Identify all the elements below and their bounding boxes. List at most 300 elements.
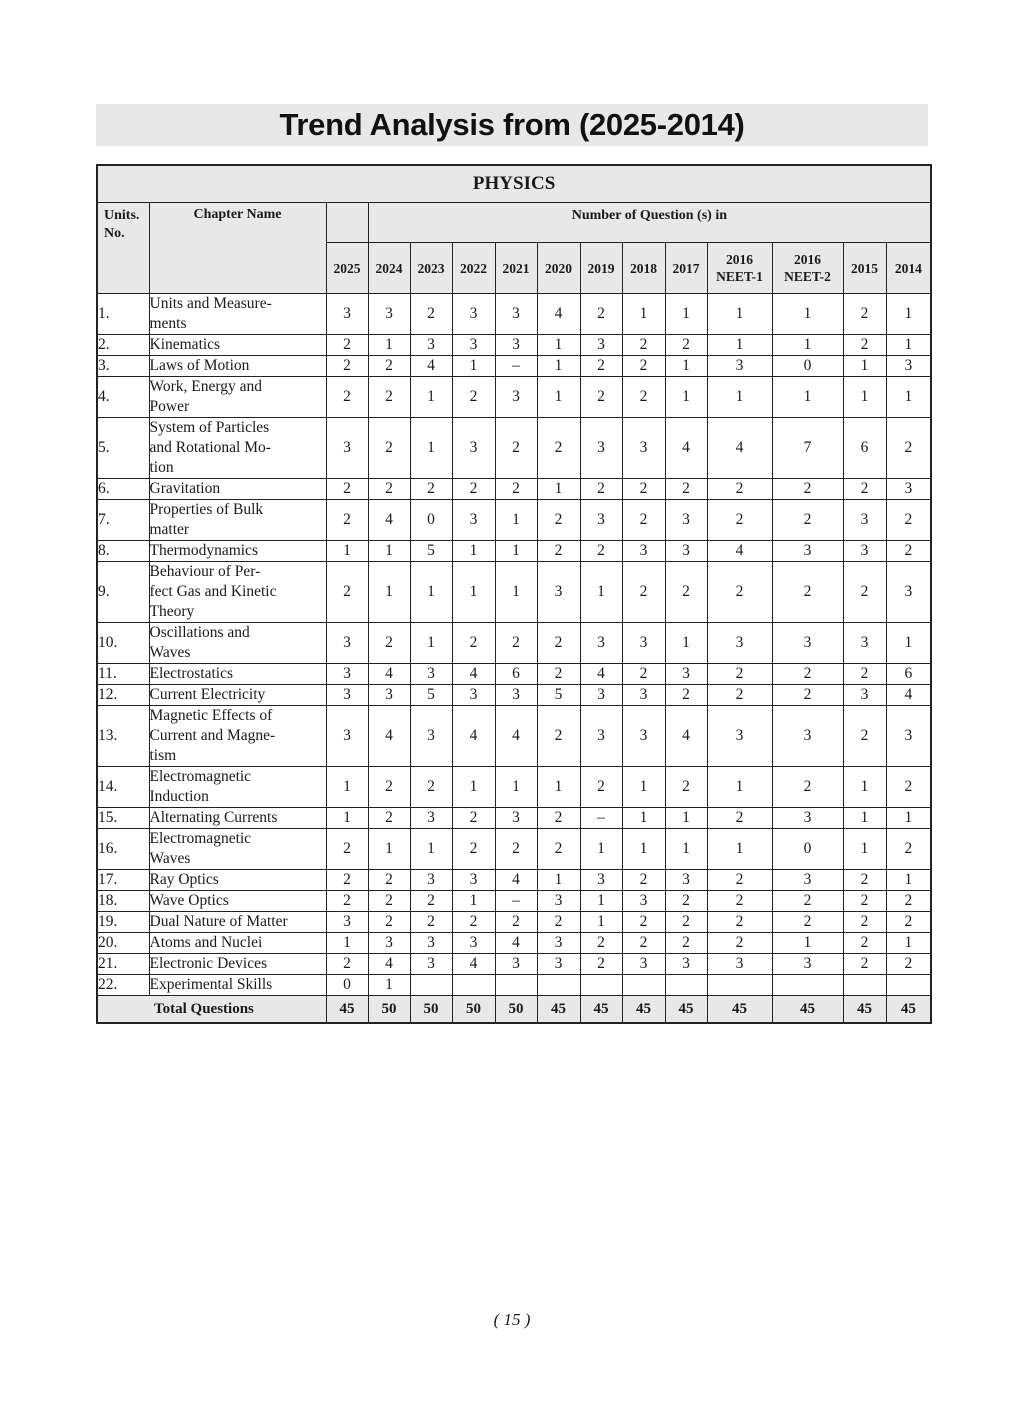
question-count-cell: 3 <box>665 664 707 685</box>
question-count-cell: 1 <box>843 808 886 829</box>
question-count-cell <box>772 975 843 996</box>
question-count-cell: 3 <box>772 706 843 767</box>
question-count-cell: 2 <box>622 933 665 954</box>
question-count-cell <box>707 975 772 996</box>
chapter-name-line: Gravitation <box>149 480 221 497</box>
chapter-name <box>149 335 326 356</box>
question-count-cell: 3 <box>886 706 931 767</box>
question-count-cell: 1 <box>452 767 495 808</box>
question-count-cell: 1 <box>707 377 772 418</box>
question-count-cell: 2 <box>772 685 843 706</box>
question-count-cell: 0 <box>772 356 843 377</box>
total-count-cell: 45 <box>843 996 886 1024</box>
question-count-cell: 2 <box>368 377 410 418</box>
question-count-cell: 2 <box>665 685 707 706</box>
question-count-cell: 6 <box>886 664 931 685</box>
question-count-cell: 2 <box>580 541 622 562</box>
question-count-cell: 1 <box>843 377 886 418</box>
units-no-header <box>97 203 149 294</box>
question-count-cell: 2 <box>368 418 410 479</box>
question-count-cell: 5 <box>537 685 580 706</box>
question-count-cell: 3 <box>772 808 843 829</box>
question-count-cell: 3 <box>843 623 886 664</box>
question-count-cell: 3 <box>368 685 410 706</box>
chapter-name-line: Laws of Motion <box>149 357 250 374</box>
question-count-cell: 1 <box>326 767 368 808</box>
question-count-cell: 1 <box>843 356 886 377</box>
chapter-name <box>149 829 326 870</box>
question-count-cell: 2 <box>326 870 368 891</box>
question-count-cell: 3 <box>452 933 495 954</box>
unit-number: 14. <box>97 767 149 808</box>
question-count-cell: 1 <box>707 294 772 335</box>
question-count-cell: 2 <box>707 912 772 933</box>
unit-number: 8. <box>97 541 149 562</box>
question-count-cell: 0 <box>326 975 368 996</box>
question-count-cell: 2 <box>580 767 622 808</box>
question-count-cell: 2 <box>843 706 886 767</box>
chapter-name <box>149 912 326 933</box>
question-count-cell: 1 <box>772 933 843 954</box>
question-count-cell: 2 <box>326 891 368 912</box>
exam-variant-label: NEET-2 <box>784 269 831 284</box>
question-count-cell: 1 <box>772 377 843 418</box>
question-count-cell: 2 <box>707 933 772 954</box>
year-label: 2023 <box>417 260 445 276</box>
chapter-name-line: Oscillations and <box>149 624 250 641</box>
number-of-questions-header: Number of Question (s) in <box>368 203 931 243</box>
question-count-cell: 1 <box>495 767 537 808</box>
question-count-cell: 3 <box>772 870 843 891</box>
question-count-cell: 1 <box>368 335 410 356</box>
question-count-cell: 4 <box>537 294 580 335</box>
total-count-cell: 50 <box>452 996 495 1024</box>
question-count-cell: 3 <box>495 808 537 829</box>
chapter-name <box>149 479 326 500</box>
question-count-cell <box>843 975 886 996</box>
unit-number: 6. <box>97 479 149 500</box>
subject-heading: PHYSICS <box>97 165 931 203</box>
question-count-cell: 2 <box>772 500 843 541</box>
question-count-cell: 2 <box>495 418 537 479</box>
unit-number: 22. <box>97 975 149 996</box>
question-count-cell: 2 <box>622 912 665 933</box>
chapter-name-line: Electrostatics <box>149 665 233 682</box>
question-count-cell: 3 <box>452 335 495 356</box>
unit-number: 15. <box>97 808 149 829</box>
unit-number: 3. <box>97 356 149 377</box>
question-count-cell: 2 <box>410 294 452 335</box>
question-count-cell: 2 <box>622 356 665 377</box>
table-row <box>97 706 931 767</box>
chapter-name-line: tion <box>149 459 174 476</box>
question-count-cell: 2 <box>326 500 368 541</box>
question-count-cell: 0 <box>410 500 452 541</box>
chapter-name <box>149 706 326 767</box>
question-count-cell: 1 <box>665 623 707 664</box>
question-count-cell: 3 <box>368 933 410 954</box>
question-count-cell: 1 <box>410 418 452 479</box>
question-count-cell: 1 <box>410 829 452 870</box>
question-count-cell <box>886 975 931 996</box>
question-count-cell: 1 <box>452 562 495 623</box>
question-count-cell: 2 <box>665 767 707 808</box>
question-count-cell: 1 <box>665 829 707 870</box>
unit-number: 21. <box>97 954 149 975</box>
page-title: Trend Analysis from (2025-2014) <box>279 107 745 142</box>
question-count-cell: 2 <box>537 808 580 829</box>
unit-number: 1. <box>97 294 149 335</box>
question-count-cell: 7 <box>772 418 843 479</box>
unit-number: 18. <box>97 891 149 912</box>
question-count-cell: 3 <box>537 954 580 975</box>
question-count-cell: 2 <box>886 541 931 562</box>
question-count-cell: 2 <box>537 541 580 562</box>
question-count-cell: 1 <box>886 377 931 418</box>
question-count-cell: 3 <box>326 912 368 933</box>
question-count-cell: 3 <box>410 808 452 829</box>
unit-number: 11. <box>97 664 149 685</box>
question-count-cell: 2 <box>665 933 707 954</box>
question-count-cell: 2 <box>495 829 537 870</box>
unit-number: 7. <box>97 500 149 541</box>
year-label: 2015 <box>851 260 878 276</box>
question-count-cell: 4 <box>886 685 931 706</box>
question-count-cell: 2 <box>886 954 931 975</box>
question-count-cell: 5 <box>410 541 452 562</box>
chapter-name-line: Waves <box>149 644 191 661</box>
chapter-name-line: Magnetic Effects of <box>149 707 273 724</box>
question-count-cell: 3 <box>886 562 931 623</box>
table-row <box>97 912 931 933</box>
question-count-cell: 2 <box>452 377 495 418</box>
question-count-cell: 1 <box>410 562 452 623</box>
question-count-cell: 1 <box>622 808 665 829</box>
table-row <box>97 870 931 891</box>
question-count-cell: 3 <box>622 623 665 664</box>
chapter-name-line: Kinematics <box>149 336 221 353</box>
table-row <box>97 954 931 975</box>
question-count-cell: 3 <box>843 500 886 541</box>
question-count-cell: 1 <box>622 294 665 335</box>
chapter-name-line: Behaviour of Per- <box>149 563 261 580</box>
question-count-cell: 1 <box>495 500 537 541</box>
year-label: 2018 <box>630 260 657 276</box>
question-count-cell: 3 <box>622 706 665 767</box>
year-label: 2020 <box>545 260 572 276</box>
question-count-cell: 2 <box>495 623 537 664</box>
question-count-cell: 1 <box>665 808 707 829</box>
table-row <box>97 500 931 541</box>
question-count-cell: 1 <box>886 808 931 829</box>
question-count-cell: 3 <box>410 664 452 685</box>
page-number: ( 15 ) <box>493 1310 531 1329</box>
question-count-cell: 2 <box>452 623 495 664</box>
question-count-cell: 2 <box>772 891 843 912</box>
table-row <box>97 891 931 912</box>
question-count-cell: 3 <box>452 294 495 335</box>
question-count-cell: 3 <box>665 500 707 541</box>
question-count-cell: 1 <box>368 541 410 562</box>
question-count-cell: 2 <box>843 870 886 891</box>
question-count-cell: 2 <box>326 829 368 870</box>
table-row <box>97 356 931 377</box>
question-count-cell: 3 <box>495 954 537 975</box>
question-count-cell: 3 <box>622 418 665 479</box>
question-count-cell: 2 <box>843 335 886 356</box>
question-count-cell: 3 <box>326 685 368 706</box>
question-count-cell: 4 <box>368 954 410 975</box>
question-count-cell: 4 <box>665 706 707 767</box>
table-row <box>97 829 931 870</box>
question-count-cell <box>622 975 665 996</box>
question-count-cell: 4 <box>495 706 537 767</box>
question-count-cell: 3 <box>622 685 665 706</box>
question-count-cell: 3 <box>326 623 368 664</box>
chapter-name-line: Electromagnetic <box>149 830 252 847</box>
year-header <box>843 243 886 294</box>
question-count-cell: 1 <box>326 808 368 829</box>
table-row <box>97 562 931 623</box>
question-count-cell: 2 <box>326 377 368 418</box>
table-row <box>97 335 931 356</box>
question-count-cell: 2 <box>622 664 665 685</box>
chapter-name-line: fect Gas and Kinetic <box>149 583 277 600</box>
question-count-cell: 4 <box>495 870 537 891</box>
question-count-cell: 1 <box>368 975 410 996</box>
question-count-cell: 2 <box>580 479 622 500</box>
total-count-cell: 45 <box>665 996 707 1024</box>
total-count-cell: 45 <box>772 996 843 1024</box>
question-count-cell: 4 <box>410 356 452 377</box>
question-count-cell <box>537 975 580 996</box>
question-count-cell: 2 <box>410 767 452 808</box>
chapter-name <box>149 767 326 808</box>
question-count-cell <box>580 975 622 996</box>
question-count-cell: 2 <box>707 685 772 706</box>
question-count-cell: 2 <box>368 912 410 933</box>
question-count-cell: 4 <box>495 933 537 954</box>
year-header <box>495 243 537 294</box>
question-count-cell: 2 <box>580 933 622 954</box>
question-count-cell: 3 <box>707 356 772 377</box>
question-count-cell: 2 <box>886 829 931 870</box>
question-count-cell: 1 <box>537 356 580 377</box>
question-count-cell: 1 <box>665 377 707 418</box>
table-row <box>97 479 931 500</box>
question-count-cell: 2 <box>622 500 665 541</box>
chapter-name <box>149 685 326 706</box>
year-label: 2017 <box>672 260 700 276</box>
question-count-cell: 2 <box>886 891 931 912</box>
question-count-cell: 3 <box>495 685 537 706</box>
question-count-cell: 1 <box>886 294 931 335</box>
question-count-cell: 3 <box>410 870 452 891</box>
question-count-cell: 2 <box>537 623 580 664</box>
unit-number: 19. <box>97 912 149 933</box>
year-header <box>410 243 452 294</box>
chapter-name <box>149 418 326 479</box>
question-count-cell: 0 <box>772 829 843 870</box>
question-count-cell: 1 <box>622 767 665 808</box>
question-count-cell: 1 <box>772 294 843 335</box>
question-count-cell: 1 <box>886 870 931 891</box>
question-count-cell: 2 <box>537 418 580 479</box>
chapter-name <box>149 891 326 912</box>
question-count-cell: 4 <box>707 418 772 479</box>
year-label: 2016 <box>726 252 753 267</box>
chapter-name-line: ments <box>149 315 187 332</box>
question-count-cell: 2 <box>622 870 665 891</box>
unit-number: 13. <box>97 706 149 767</box>
question-count-cell: 2 <box>537 829 580 870</box>
question-count-cell: 2 <box>452 829 495 870</box>
question-count-cell: 2 <box>580 356 622 377</box>
question-count-cell: 2 <box>410 912 452 933</box>
question-count-cell: 1 <box>410 377 452 418</box>
chapter-name-line: System of Particles <box>149 419 270 436</box>
unit-number: 10. <box>97 623 149 664</box>
chapter-name-line: Current and Magne- <box>149 727 276 744</box>
question-count-cell: 2 <box>326 356 368 377</box>
total-count-cell: 50 <box>410 996 452 1024</box>
question-count-cell: 3 <box>452 500 495 541</box>
question-count-cell: 1 <box>537 870 580 891</box>
question-count-cell: 3 <box>622 954 665 975</box>
total-count-cell: 45 <box>580 996 622 1024</box>
units-header-line2: No. <box>104 226 125 241</box>
question-count-cell: 4 <box>707 541 772 562</box>
question-count-cell: 2 <box>368 870 410 891</box>
question-count-cell: 4 <box>368 500 410 541</box>
question-count-cell: 3 <box>665 954 707 975</box>
question-count-cell: 1 <box>452 541 495 562</box>
chapter-name <box>149 294 326 335</box>
question-count-cell: 3 <box>580 335 622 356</box>
question-count-cell: 3 <box>495 335 537 356</box>
question-count-cell: 3 <box>580 500 622 541</box>
question-count-cell: 2 <box>537 706 580 767</box>
year-label: 2019 <box>587 260 615 276</box>
question-count-cell: 2 <box>495 479 537 500</box>
question-count-cell: 3 <box>665 541 707 562</box>
year-label: 2025 <box>333 260 361 276</box>
question-count-cell: 3 <box>537 891 580 912</box>
question-count-cell: 1 <box>452 891 495 912</box>
question-count-cell: 3 <box>707 706 772 767</box>
question-count-cell <box>495 975 537 996</box>
question-count-cell <box>410 975 452 996</box>
question-count-cell: 2 <box>707 891 772 912</box>
question-count-cell: 2 <box>843 891 886 912</box>
question-count-cell: 3 <box>537 562 580 623</box>
question-count-cell: 2 <box>772 562 843 623</box>
question-count-cell: 2 <box>622 562 665 623</box>
title-banner <box>96 104 928 146</box>
question-count-cell: 3 <box>580 685 622 706</box>
year-header <box>452 243 495 294</box>
chapter-name-line: tism <box>149 747 177 764</box>
unit-number: 17. <box>97 870 149 891</box>
question-count-cell: 2 <box>707 664 772 685</box>
year-header <box>707 243 772 294</box>
question-count-cell: 1 <box>326 541 368 562</box>
question-count-cell: 1 <box>537 335 580 356</box>
question-count-cell: 1 <box>495 562 537 623</box>
year-header <box>326 243 368 294</box>
table-row <box>97 418 931 479</box>
chapter-name-line: Waves <box>149 850 191 867</box>
question-count-cell: 2 <box>772 664 843 685</box>
chapter-name-line: Alternating Currents <box>149 809 278 826</box>
chapter-name-line: matter <box>149 521 190 538</box>
chapter-name <box>149 954 326 975</box>
unit-number: 20. <box>97 933 149 954</box>
question-count-cell: 2 <box>368 479 410 500</box>
question-count-cell: – <box>495 891 537 912</box>
question-count-cell: 2 <box>772 767 843 808</box>
chapter-name <box>149 562 326 623</box>
question-count-cell: 1 <box>326 933 368 954</box>
trend-analysis-table <box>96 164 932 1024</box>
question-count-cell: 1 <box>537 377 580 418</box>
question-count-cell: 2 <box>580 954 622 975</box>
question-count-cell: 2 <box>580 294 622 335</box>
chapter-name-line: Experimental Skills <box>149 976 273 993</box>
total-row <box>97 996 931 1024</box>
year-header <box>580 243 622 294</box>
question-count-cell: 3 <box>410 706 452 767</box>
question-count-cell: 3 <box>410 954 452 975</box>
question-count-cell: 2 <box>707 500 772 541</box>
question-count-cell: 2 <box>886 418 931 479</box>
question-count-cell: 2 <box>326 562 368 623</box>
question-count-cell: 2 <box>843 664 886 685</box>
question-count-cell <box>452 975 495 996</box>
question-count-cell: 2 <box>410 891 452 912</box>
unit-number: 9. <box>97 562 149 623</box>
year-header <box>772 243 843 294</box>
question-count-cell: 1 <box>843 829 886 870</box>
chapter-name-line: Current Electricity <box>149 686 266 703</box>
chapter-name-line: and Rotational Mo- <box>149 439 271 456</box>
question-count-cell: 2 <box>886 767 931 808</box>
table-row <box>97 933 931 954</box>
question-count-cell: 3 <box>665 870 707 891</box>
question-count-cell: 1 <box>622 829 665 870</box>
question-count-cell: 3 <box>707 954 772 975</box>
question-count-cell: 3 <box>452 418 495 479</box>
year-header <box>537 243 580 294</box>
question-count-cell: 2 <box>452 912 495 933</box>
table-row <box>97 685 931 706</box>
question-count-cell: 3 <box>452 685 495 706</box>
total-questions-label: Total Questions <box>97 996 326 1024</box>
question-count-cell: 3 <box>580 706 622 767</box>
question-count-cell: 2 <box>368 767 410 808</box>
question-count-cell: 4 <box>368 706 410 767</box>
question-count-cell: 4 <box>452 706 495 767</box>
question-count-cell: 2 <box>410 479 452 500</box>
question-count-cell: 4 <box>452 954 495 975</box>
question-count-cell: 2 <box>326 335 368 356</box>
exam-variant-label: NEET-1 <box>716 269 763 284</box>
question-count-cell: 1 <box>537 767 580 808</box>
total-count-cell: 45 <box>326 996 368 1024</box>
chapter-name <box>149 975 326 996</box>
question-count-cell: 3 <box>622 541 665 562</box>
units-header-line1: Units. <box>104 208 140 223</box>
